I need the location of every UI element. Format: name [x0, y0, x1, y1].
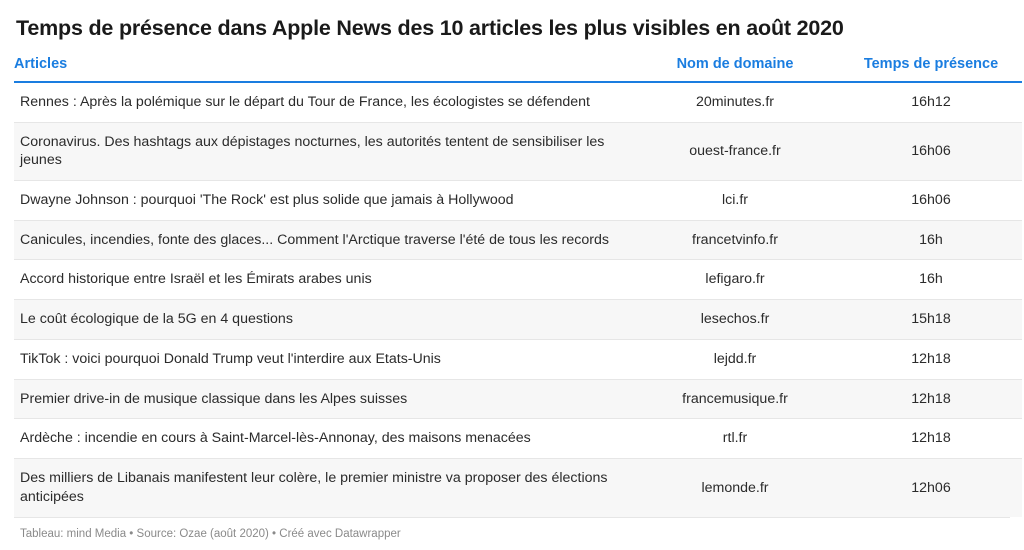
column-header-time[interactable]: Temps de présence	[840, 56, 1022, 82]
cell-time: 16h	[840, 260, 1022, 300]
articles-table	[14, 56, 1022, 517]
cell-domain: rtl.fr	[630, 419, 840, 459]
table-row	[14, 339, 1022, 379]
table-header	[14, 56, 1022, 82]
cell-article: Premier drive-in de musique classique dans les Alpes suisses	[14, 379, 630, 419]
table-row	[14, 122, 1022, 180]
cell-time: 12h06	[840, 459, 1022, 517]
cell-article: Coronavirus. Des hashtags aux dépistages nocturnes, les autorités tentent de sensibiliser les jeunes	[14, 122, 630, 180]
table-body	[14, 82, 1022, 517]
cell-time: 12h18	[840, 419, 1022, 459]
cell-domain: francemusique.fr	[630, 379, 840, 419]
cell-article: Des milliers de Libanais manifestent leur colère, le premier ministre va proposer des élections anticipées	[14, 459, 630, 517]
cell-time: 12h18	[840, 339, 1022, 379]
footer-credit: Tableau: mind Media • Source: Ozae (août 2020) • Créé avec Datawrapper	[20, 527, 401, 540]
cell-time: 15h18	[840, 300, 1022, 340]
cell-article: Accord historique entre Israël et les Émirats arabes unis	[14, 260, 630, 300]
cell-article: Rennes : Après la polémique sur le départ du Tour de France, les écologistes se défendent	[14, 82, 630, 122]
cell-article: Ardèche : incendie en cours à Saint-Marcel-lès-Annonay, des maisons menacées	[14, 419, 630, 459]
cell-domain: lemonde.fr	[630, 459, 840, 517]
table-row	[14, 419, 1022, 459]
table-row	[14, 260, 1022, 300]
cell-time: 16h12	[840, 82, 1022, 122]
cell-domain: ouest-france.fr	[630, 122, 840, 180]
cell-article: Le coût écologique de la 5G en 4 questions	[14, 300, 630, 340]
table-row	[14, 379, 1022, 419]
table-row	[14, 181, 1022, 221]
cell-time: 16h06	[840, 122, 1022, 180]
table-row	[14, 220, 1022, 260]
table-row	[14, 459, 1022, 517]
cell-article: Dwayne Johnson : pourquoi 'The Rock' est plus solide que jamais à Hollywood	[14, 181, 630, 221]
page-title: Temps de présence dans Apple News des 10 articles les plus visibles en août 2020	[16, 16, 844, 40]
cell-article: TikTok : voici pourquoi Donald Trump veut l'interdire aux Etats-Unis	[14, 339, 630, 379]
cell-domain: lejdd.fr	[630, 339, 840, 379]
cell-domain: 20minutes.fr	[630, 82, 840, 122]
column-header-articles[interactable]: Articles	[14, 56, 630, 82]
cell-time: 12h18	[840, 379, 1022, 419]
cell-time: 16h	[840, 220, 1022, 260]
table-row	[14, 300, 1022, 340]
chart-footer	[14, 517, 1010, 550]
cell-domain: lci.fr	[630, 181, 840, 221]
cell-domain: francetvinfo.fr	[630, 220, 840, 260]
cell-article: Canicules, incendies, fonte des glaces... Comment l'Arctique traverse l'été de tous les records	[14, 220, 630, 260]
cell-time: 16h06	[840, 181, 1022, 221]
cell-domain: lesechos.fr	[630, 300, 840, 340]
column-header-domain[interactable]: Nom de domaine	[630, 56, 840, 82]
table-row	[14, 82, 1022, 122]
table-header-row	[14, 56, 1022, 82]
cell-domain: lefigaro.fr	[630, 260, 840, 300]
